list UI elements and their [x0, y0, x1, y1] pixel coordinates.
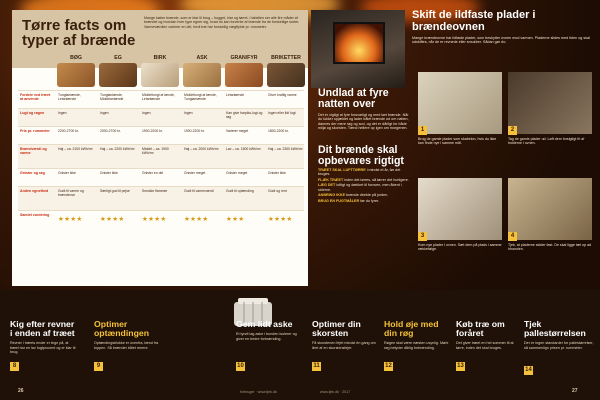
- table-cell: 1900-2200 kr.: [142, 129, 163, 133]
- tip-number: 13: [457, 363, 464, 369]
- table-cell: Høj – ca. 2100 kWh/m³: [58, 147, 93, 151]
- step-caption: Kom nye plader i ovnen. Sæt dem på plads i samme rækkefølge.: [418, 243, 502, 252]
- stove-fire-window: [333, 22, 385, 64]
- step-number: 3: [418, 232, 427, 241]
- table-cell: Godt til varme og brændeovn: [58, 189, 84, 198]
- tip-block: [384, 320, 452, 350]
- briquette-image: [267, 63, 305, 87]
- bullet-text: luftigt og dækket til foroven, men åbent i siderne.: [318, 183, 402, 192]
- table-cell: Middel – ca. 1900 kWh/m³: [142, 147, 169, 156]
- table-row: [18, 90, 304, 108]
- tip-number: 11: [313, 363, 320, 369]
- tip-heading: Kig efter revner i enden af træet: [10, 319, 75, 339]
- row-label: Fordele ved træet at anvende: [20, 93, 51, 102]
- row-label: Anden egnethed: [20, 189, 49, 193]
- tip-text: Få skorstenen fejet mindst én gang om året af en skorstensfejer.: [312, 341, 376, 350]
- table-cell: Smukke flammer: [142, 189, 168, 193]
- bullet-key: TRÆET SKAL LUFTTØRRE: [318, 167, 366, 172]
- storage-bullet: [318, 193, 410, 198]
- star-rating: ★★★: [226, 216, 245, 223]
- footer-left-text: forbruger · www.tjek.dk: [240, 390, 277, 394]
- table-row: [18, 126, 304, 144]
- card-intro: Mange køber brænde, som er klar til brug – hugget, klar og tørret. I tabellen ser alle fire måder af brændet og hvordan hver type egner sig, hvad du kan forvente af brænde fra de forskellige sorter. Varmeværdien varierer en del, fordi træ har forskellig vægtfylde pr. rummeter.: [144, 16, 300, 29]
- table-cell: 2200-2700 kr.: [58, 129, 79, 133]
- text-plates: Mange brændeovne har ildfaste plader, som beskytter ovnen mod varmen. Pladerne slides med tiden og skal udskiftes, når de er revnede eller smuldrer. Sådan gør du:: [412, 36, 590, 45]
- step-caption: Tag de gamle plader ud. Løft dem forsigtigt fri af holderne i ovnen.: [508, 137, 585, 146]
- table-row: [18, 186, 304, 210]
- tip-block: [524, 320, 594, 350]
- bullet-key: LÆG DET: [318, 183, 336, 188]
- wood-column: [98, 54, 138, 87]
- bullet-key: FLÆK TRÆET: [318, 177, 344, 182]
- tip-block: [94, 320, 162, 350]
- step-photo: [508, 72, 592, 134]
- table-cell: Høj – ca. 2000 kWh/m³: [184, 147, 219, 151]
- table-cell: Giver kraftig varme: [268, 93, 297, 97]
- wood-name: BIRK: [153, 55, 167, 61]
- storage-bullet: [318, 183, 410, 192]
- wood-column: [182, 54, 222, 87]
- row-label: Pris pr. rummeter: [20, 129, 50, 133]
- wood-name: EG: [114, 55, 122, 61]
- tip-block: [236, 320, 304, 341]
- table-cell: Ingen: [142, 111, 151, 115]
- table-cell: Ingen: [100, 111, 109, 115]
- rating-row: [18, 210, 304, 228]
- table-cell: Middeltungt at tænde, Tungtantænde: [184, 93, 217, 102]
- bullet-key: BRUG EN FUGTMÅLER: [318, 198, 360, 203]
- tip-text: Optændingsblokke er ovenfra, tænd fra toppen. Så brænder bålet renere.: [94, 341, 159, 350]
- row-label: Lugt og røgen: [20, 111, 45, 115]
- storage-bullet: [318, 168, 410, 177]
- tip-heading: Optimer optændingen: [94, 319, 150, 339]
- step-number: 2: [508, 126, 517, 135]
- bullet-text: brænde direkte på jorden.: [345, 193, 389, 198]
- bullet-key: ANBRING IKKE: [318, 193, 346, 198]
- row-label: Gnister og røg: [20, 171, 45, 175]
- tip-text: Revner i træets ender er tegn på, at træet har en lav fugtprocent og er klar til brug.: [10, 341, 76, 355]
- table-cell: Godt til varmeværdi: [184, 189, 214, 193]
- wood-name: GRAN/FYR: [230, 55, 258, 61]
- step-photo: [418, 72, 502, 134]
- star-rating: ★★★★: [184, 216, 209, 223]
- step-photo: [418, 178, 502, 240]
- table-row: [18, 168, 304, 186]
- row-label: Samlet vurdering: [20, 213, 50, 217]
- bullet-text: før du fyrer.: [359, 198, 380, 203]
- table-cell: Særligt god til pejse: [100, 189, 130, 193]
- tip-number: 9: [94, 362, 103, 371]
- table-cell: Tungtantænde, Middelantænde: [100, 93, 124, 102]
- heading-plates: Skift de ildfaste plader i brændeovnen: [412, 9, 536, 33]
- step-number: 1: [418, 126, 427, 135]
- star-rating: ★★★★: [268, 216, 293, 223]
- table-cell: Gnister en del: [142, 171, 164, 175]
- wood-name: BØG: [70, 55, 82, 61]
- tip-text: Det giver træet en hel sommer til at tørre, inden det skal bruges.: [456, 341, 514, 350]
- wood-column: [140, 54, 180, 87]
- middle-column: [318, 88, 410, 203]
- table-cell: 1800-2200 kr.: [268, 129, 289, 133]
- star-rating: ★★★★: [142, 216, 167, 223]
- tip-block: [10, 320, 78, 355]
- right-column: [412, 10, 598, 45]
- step-photo: [508, 178, 592, 240]
- table-cell: Ingen eller lidt lugt: [268, 111, 296, 115]
- table-row: [18, 144, 304, 168]
- footer-right-text: www.tjek.dk · 2017: [320, 390, 351, 394]
- table-cell: Gnister meget: [226, 171, 248, 175]
- table-cell: Letantænde: [226, 93, 245, 97]
- tip-heading: Optimer din skorsten: [312, 319, 361, 339]
- wood-log-image: [141, 63, 179, 87]
- table-row: [18, 108, 304, 126]
- table-cell: Gnister ikke: [268, 171, 286, 175]
- tip-block: [456, 320, 518, 350]
- wood-log-image: [99, 63, 137, 87]
- tip-number: 10: [237, 363, 244, 369]
- tip-text: Der er ingen standarder for pallestørrelser, så sammenlign prisen pr. rummeter.: [524, 341, 594, 350]
- table-cell: Gnister ikke: [100, 171, 118, 175]
- table-cell: Lav – ca. 1500 kWh/m³: [226, 147, 261, 151]
- table-cell: Godt til optænding: [226, 189, 254, 193]
- table-cell: Høj – ca. 2300 kWh/m³: [268, 147, 303, 151]
- page-number-left: 26: [18, 388, 24, 394]
- comparison-table: [18, 90, 304, 228]
- table-cell: Gnister ikke: [58, 171, 76, 175]
- tip-text: Røgen skal være næsten usynlig. Mørk røg betyder dårlig forbrænding.: [384, 341, 449, 350]
- step-caption: Brug de gamle plader som skabelon, hvis du ikke kan finde nye i samme mål.: [418, 137, 497, 146]
- row-label: Brændværdi og varme: [20, 147, 47, 156]
- tip-heading: Gem lidt aske: [236, 319, 293, 329]
- tip-heading: Køb træ om foråret: [456, 319, 505, 339]
- heading-storage: Dit brænde skal opbevares rigtigt: [318, 143, 404, 167]
- storage-bullet: [318, 199, 410, 204]
- wood-log-image: [183, 63, 221, 87]
- wood-log-image: [225, 63, 263, 87]
- tip-number: 14: [525, 367, 532, 373]
- text-night-fire: Det er vigtigt at fyre forsvarligt og med tørt brænde. Når du lukker spjældet og lader bålet brænde ud om natten, dannes der mere røg og sod, og det er dårligt for både miljø og skorsten. Tænd hellere op igen om morgenen.: [318, 113, 409, 131]
- tip-block: [312, 320, 380, 350]
- step-number: 4: [508, 232, 517, 241]
- table-cell: Høj – ca. 2200 kWh/m³: [100, 147, 135, 151]
- storage-bullet: [318, 178, 410, 183]
- tip-heading: Tjek pallestørrelsen: [524, 319, 586, 339]
- table-cell: Ingen: [184, 111, 193, 115]
- wood-type-headers: [56, 54, 306, 88]
- table-cell: Ingen: [58, 111, 67, 115]
- table-cell: Godt og rent: [268, 189, 287, 193]
- star-rating: ★★★★: [100, 216, 125, 223]
- bullet-text: i mindst et år, før det bruges.: [318, 167, 401, 177]
- table-cell: Tungtantænde, Letantænde: [58, 93, 81, 102]
- tip-heading: Hold øje med din røg: [384, 319, 439, 339]
- wood-types-card: [12, 10, 308, 286]
- heading-night-fire: Undlad at fyre natten over: [318, 87, 389, 110]
- page-number-right: 27: [572, 388, 578, 394]
- wood-column: [56, 54, 96, 87]
- table-cell: Varierer meget: [226, 129, 249, 133]
- table-cell: 1900-2200 kr.: [184, 129, 205, 133]
- tip-number: 12: [385, 363, 392, 369]
- wood-column: [224, 54, 264, 87]
- table-cell: Kan give harpiks-lugt og røg: [226, 111, 263, 120]
- step-caption: Tjek, at pladerne sidder fast. De skal ligge tæt op ad hinanden.: [508, 243, 592, 252]
- card-title: Tørre facts om typer af brænde: [22, 17, 136, 49]
- tip-number: 8: [10, 362, 19, 371]
- table-cell: Middeltungt at tænde, Letantænde: [142, 93, 175, 102]
- bullet-text: inden det tørres, så tørrer det hurtigere.: [343, 177, 409, 182]
- wood-name: ASK: [196, 55, 208, 61]
- star-rating: ★★★★: [58, 216, 83, 223]
- wood-column: [266, 54, 306, 87]
- wood-log-image: [57, 63, 95, 87]
- table-cell: 2000-2700 kr.: [100, 129, 121, 133]
- wood-name: BRIKETTER: [271, 55, 301, 61]
- table-cell: Gnister meget: [184, 171, 206, 175]
- tip-text: Et tyndt lag aske i bunden isolerer og giver en bedre forbrænding.: [236, 332, 297, 341]
